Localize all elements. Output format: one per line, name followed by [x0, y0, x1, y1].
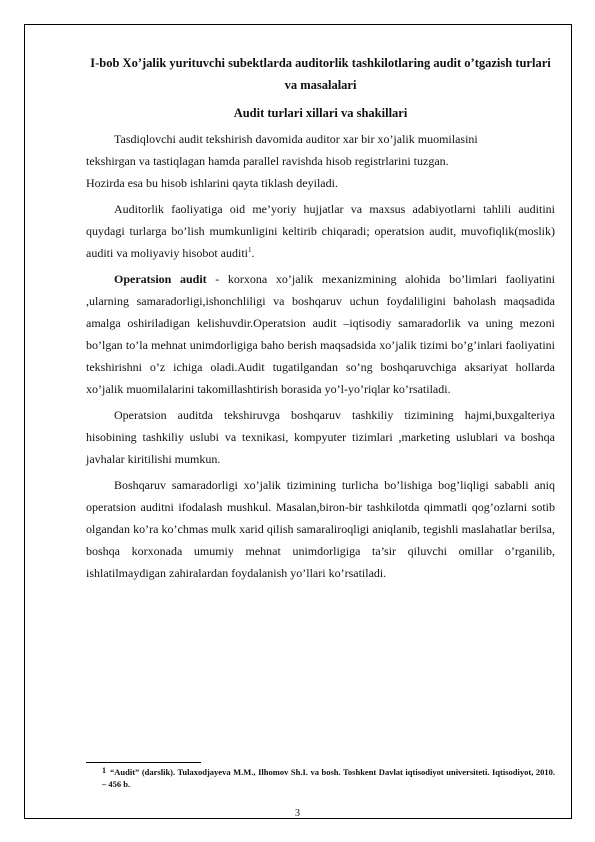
paragraph-5: Boshqaruv samaradorligi xo’jalik tizimining turlicha bo’lishiga bog’liqligi sababli aniq operatsion auditni ifodalash mushkul. Masalan,biron-bir tashkilotda qimmatli qog’ozlarni sotib olgandan ko’ra ko’chmas mulk xarid qilish samaraliroqligi aniqlanib, tegishli maslahatlar berilsa, boshqa korxonada umumiy mehnat unimdorligiga ta’sir qiluvchi omillar o’rganilib, ishlatilmaydigan zahiralardan foydalanish yo’llari ko’rsatiladi. [86, 478, 555, 580]
paragraph-1-cont [86, 150, 555, 194]
paragraph-3-text: - korxona xo’jalik mexanizmining alohida bo’limlari faoliyatini ,ularning samaradorligi,ishonchliligi va boshqaruv uchun foydaliligini baholash maqsadida amalga oshiriladigan kelishuvdir.Operatsion audit –iqtisodiy samaradorlik va uning mezoni bo’lgan to’la mehnat unimdorligiga baho berish maqsadsida xo’jalik tizimi bo’g’inlari faoliyatini tekshirishni o’z ichiga oladi.Audit tugatilgandan so’ng boshqaruvchiga aksariyat hollarda xo’jalik muomilalarini takomillashtirish borasida yo’l-yo’riqlar ko’rsatiladi. [86, 272, 556, 396]
footnote-marker: 1 [102, 766, 106, 775]
paragraph-2 [86, 198, 555, 264]
paragraph-2-end: . [251, 246, 255, 260]
paragraph-1-line-1: Tasdiqlovchi audit tekshirish davomida auditor xar bir xo’jalik muomilasini [114, 132, 478, 146]
paragraph-2-text: Auditorlik faoliyatiga oid me’yoriy hujjatlar va maxsus adabiyotlarni tahlili auditini quydagi turlarga bo’lish mumkunligini keltirib chiqaradi; operatsion audit, muvofiqlik(moslik) auditi va moliyaviy hisobot auditi [86, 202, 555, 260]
footnote-separator [86, 762, 201, 763]
paragraph-4: Operatsion auditda tekshiruvga boshqaruv tashkiliy tizimining hajmi,buxgalteriya hisobining tashkiliy uslubi va texnikasi, kompyuter tizimlari ,marketing uslublari va boshqa javhalar kiritilishi mumkun. [86, 408, 555, 466]
footnote [102, 766, 555, 790]
paragraph-1 [86, 128, 555, 150]
chapter-title: I-bob Xo’jalik yurituvchi subektlarda auditorlik tashkilotlaring audit o’tgazish turlari va masalalari [90, 56, 551, 92]
footnote-text: “Audit” (darslik). Tulaxodjayeva M.M., Ilhomov Sh.I. va bosh. Toshkent Davlat iqtisodiyot universiteti. Iqtisodiyot, 2010. – 456 b. [102, 767, 555, 789]
paragraph-1-line-3: Hozirda esa bu hisob ishlarini qayta tiklash deyiladi. [86, 176, 338, 190]
paragraph-1-line-2: tekshirgan va tastiqlagan hamda parallel ravishda hisob registrlarini tuzgan. [86, 154, 449, 168]
footnote-reference[interactable]: 1 [247, 246, 252, 254]
section-title: Audit turlari xillari va shakillari [233, 106, 408, 120]
page-number: 3 [295, 808, 300, 819]
term-operatsion-audit: Operatsion audit [114, 272, 207, 286]
paragraph-3 [86, 268, 555, 400]
page-content [86, 52, 555, 584]
